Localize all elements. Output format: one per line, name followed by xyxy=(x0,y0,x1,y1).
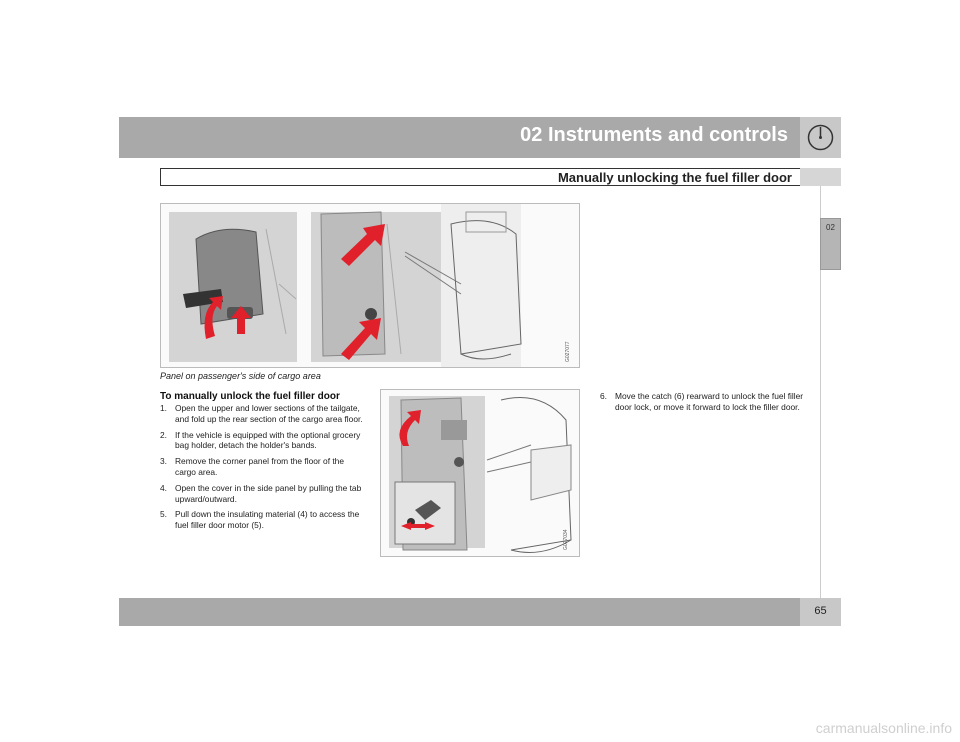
figure-fuel-door-motor xyxy=(380,389,580,557)
chapter-header xyxy=(119,117,800,158)
chapter-title: 02 Instruments and controls xyxy=(520,124,788,146)
procedure-steps-continued xyxy=(600,391,805,413)
list-item: 2. If the vehicle is equipped with the optional grocery bag holder, detach the holder's bands. xyxy=(160,429,361,451)
list-item: 6. Move the catch (6) rearward to unlock the fuel filler door lock, or move it forward to lock the filler door. xyxy=(600,391,804,412)
figure-cargo-panel xyxy=(160,203,580,368)
list-item: 5. Pull down the insulating material (4) to access the fuel filler door motor (5). xyxy=(160,509,360,531)
chapter-side-tab[interactable] xyxy=(820,218,841,270)
gauge-icon-box xyxy=(800,117,841,158)
gauge-icon xyxy=(800,117,841,158)
watermark: carmanualsonline.info xyxy=(815,720,952,736)
list-item: 3. Remove the corner panel from the floor of the cargo area. xyxy=(160,456,344,477)
page-footer xyxy=(119,598,800,626)
fuel-door-motor-illustration xyxy=(381,390,580,557)
figure-code: G027034 xyxy=(563,529,569,550)
chapter-side-tab-label: 02 xyxy=(826,223,835,232)
section-header xyxy=(160,168,800,186)
cargo-panel-illustration xyxy=(161,204,580,368)
figure-caption: Panel on passenger's side of cargo area xyxy=(160,371,321,381)
section-header-tab xyxy=(800,168,841,186)
figure-code: G027077 xyxy=(565,341,571,362)
procedure-title: To manually unlock the fuel filler door xyxy=(160,391,340,402)
side-divider xyxy=(820,186,821,218)
page-number: 65 xyxy=(814,605,827,617)
list-item: 4. Open the cover in the side panel by pulling the tab upward/outward. xyxy=(160,482,362,504)
side-divider xyxy=(820,270,821,598)
page-number-box xyxy=(800,598,841,626)
list-item: 1. Open the upper and lower sections of the tailgate, and fold up the rear section of the cargo area floor. xyxy=(160,403,363,424)
procedure-steps xyxy=(160,403,365,536)
section-title: Manually unlocking the fuel filler door xyxy=(557,170,792,185)
